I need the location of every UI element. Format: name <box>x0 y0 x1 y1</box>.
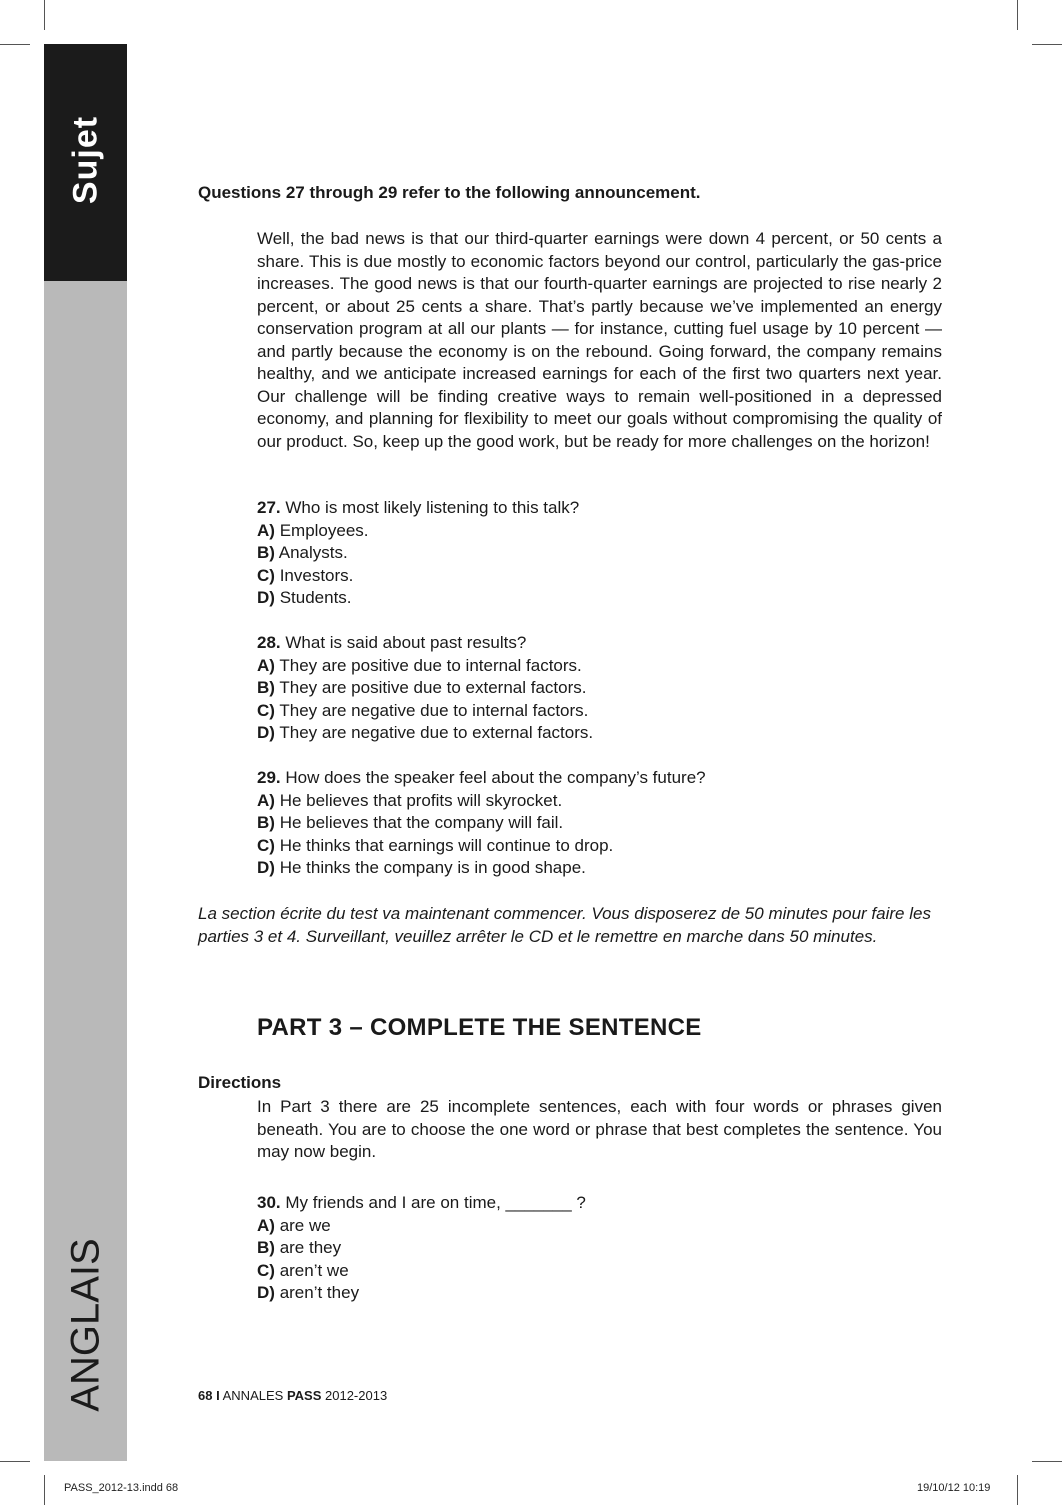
answer-option <box>257 520 579 543</box>
slug-datetime: 19/10/12 10:19 <box>917 1482 991 1494</box>
option-letter: B) <box>257 543 275 562</box>
answer-option <box>257 1237 586 1260</box>
crop-mark <box>44 0 45 30</box>
announcement-passage: Well, the bad news is that our third-quarter earnings were down 4 percent, or 50 cents a share. This is due mostly to economic factors beyond our control, particularly the gas-price increases. The good news is that our fourth-quarter earnings are projected to rise nearly 2 percent, or about 25 cents a share. That’s partly because we’ve implemented an energy conservation program at all our plants — for instance, cutting fuel usage by 10 percent — and partly because the economy is on the rebound. Going forward, the company remains healthy, and we anticipate increased earnings for each of the first two quarters next year. Our challenge will be finding creative ways to remain well-positioned in a depressed economy, and planning for flexibility to meet our goals without compromising the quality of our product. So, keep up the good work, but be ready for more challenges on the horizon! <box>257 229 942 451</box>
option-text: aren’t we <box>279 1260 349 1280</box>
answer-option <box>257 1282 586 1305</box>
question-number: 30. <box>257 1193 281 1212</box>
option-letter: A) <box>257 1215 275 1235</box>
answer-option <box>257 1215 586 1238</box>
option-text: Analysts. <box>278 543 348 562</box>
slug-file: PASS_2012-13.indd 68 <box>64 1482 179 1494</box>
option-text: They are positive due to internal factors. <box>279 655 582 675</box>
option-letter: B) <box>257 813 275 832</box>
question-28 <box>257 632 593 745</box>
option-text: Investors. <box>279 565 354 585</box>
option-text: They are negative due to external factors. <box>279 723 594 742</box>
option-letter: B) <box>257 1238 275 1257</box>
directions-text: In Part 3 there are 25 incomplete sentences, each with four words or phrases given beneath. You are to choose the one word or phrase that best completes the sentence. You may now begin. <box>257 1097 942 1161</box>
sidebar-subject-text: ANGLAIS <box>63 1238 107 1412</box>
question-stem <box>257 1192 586 1215</box>
question-text: My friends and I are on time, _______ ? <box>285 1193 586 1212</box>
crop-mark <box>1032 1461 1062 1462</box>
option-text: They are negative due to internal factors. <box>279 700 589 720</box>
question-number: 27. <box>257 498 281 517</box>
option-text: He believes that the company will fail. <box>279 813 564 832</box>
crop-mark <box>1032 44 1062 45</box>
question-text: Who is most likely listening to this talk? <box>285 498 580 517</box>
footer-label: ANNALES <box>222 1388 284 1403</box>
footer-separator: I <box>216 1388 220 1403</box>
question-29 <box>257 767 706 880</box>
option-text: Students. <box>279 588 352 607</box>
option-letter: A) <box>257 520 275 540</box>
question-text: How does the speaker feel about the company’s future? <box>285 768 706 787</box>
option-letter: A) <box>257 790 275 810</box>
option-letter: C) <box>257 835 275 855</box>
question-stem <box>257 497 579 520</box>
part-title: PART 3 – COMPLETE THE SENTENCE <box>257 1014 702 1041</box>
question-number: 28. <box>257 633 281 652</box>
page-number: 68 <box>198 1388 213 1403</box>
intro-heading: Questions 27 through 29 refer to the following announcement. <box>198 183 701 202</box>
answer-option <box>257 677 593 700</box>
answer-option <box>257 565 579 588</box>
answer-option <box>257 857 706 880</box>
option-letter: D) <box>257 723 275 742</box>
question-27 <box>257 497 579 610</box>
option-letter: C) <box>257 565 275 585</box>
directions-heading: Directions <box>198 1073 282 1092</box>
option-letter: C) <box>257 700 275 720</box>
option-letter: D) <box>257 858 275 877</box>
footer-brand: PASS <box>286 1388 322 1403</box>
answer-option <box>257 587 579 610</box>
section-instruction: La section écrite du test va maintenant commencer. Vous disposerez de 50 minutes pour faire les parties 3 et 4. Surveillant, veuillez arrêter le CD et le remettre en marche dans 50 minutes. <box>198 904 931 946</box>
sidebar-section-label <box>44 100 127 220</box>
question-number: 29. <box>257 768 281 787</box>
option-text: He thinks the company is in good shape. <box>279 858 586 877</box>
answer-option <box>257 812 706 835</box>
question-30 <box>257 1192 586 1305</box>
option-text: are they <box>279 1238 342 1257</box>
option-letter: C) <box>257 1260 275 1280</box>
option-text: aren’t they <box>279 1283 360 1302</box>
option-text: are we <box>279 1215 331 1235</box>
option-letter: D) <box>257 1283 275 1302</box>
question-stem <box>257 632 593 655</box>
answer-option <box>257 542 579 565</box>
option-text: Employees. <box>279 520 369 540</box>
option-text: He thinks that earnings will continue to drop. <box>279 835 614 855</box>
crop-mark <box>1017 1475 1018 1505</box>
question-text: What is said about past results? <box>285 633 527 652</box>
option-text: He believes that profits will skyrocket. <box>279 790 563 810</box>
sidebar-section-text: Sujet <box>66 115 104 205</box>
option-text: They are positive due to external factors. <box>279 678 587 697</box>
crop-mark <box>0 1461 30 1462</box>
crop-mark <box>0 44 30 45</box>
crop-mark <box>1017 0 1018 30</box>
answer-option <box>257 790 706 813</box>
answer-option <box>257 1260 586 1283</box>
answer-option <box>257 700 593 723</box>
crop-mark <box>44 1475 45 1505</box>
answer-option <box>257 655 593 678</box>
answer-option <box>257 722 593 745</box>
footer-years: 2012-2013 <box>325 1388 388 1403</box>
option-letter: D) <box>257 588 275 607</box>
option-letter: A) <box>257 655 275 675</box>
answer-option <box>257 835 706 858</box>
question-stem <box>257 767 706 790</box>
page-footer <box>198 1388 387 1403</box>
option-letter: B) <box>257 678 275 697</box>
sidebar-subject-label <box>44 1240 127 1410</box>
